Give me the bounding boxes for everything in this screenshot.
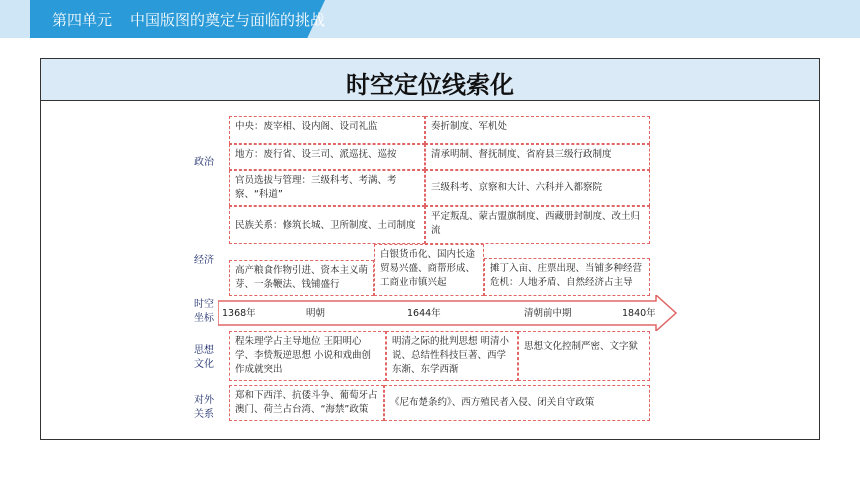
header-title bbox=[52, 9, 325, 30]
timeline-arrow bbox=[218, 295, 678, 331]
unit-label: 第四单元 bbox=[52, 11, 113, 29]
thought-qing: 思想文化控制严密、文字狱 bbox=[518, 331, 650, 381]
timeline-qing: 清朝前中期 bbox=[524, 308, 572, 319]
economy-transition: 白银货币化、国内长途贸易兴盛、商帮形成、工商业市镇兴起 bbox=[374, 244, 484, 296]
title-band bbox=[41, 59, 819, 101]
foreign-qing: 《尼布楚条约》、西方殖民者入侵、闭关自守政策 bbox=[384, 385, 650, 421]
thought-transition: 明清之际的批判思想 明清小说、总结性科技巨著、西学东渐、东学西渐 bbox=[386, 331, 518, 381]
politics-ming-local: 地方：废行省、设三司、派巡抚、巡按 bbox=[229, 144, 425, 170]
politics-qing-officials: 三级科考、京察和大计、六科并入都察院 bbox=[425, 170, 650, 206]
politics-ming-officials: 官员选拔与管理：三级科考、考满、考察、“科道” bbox=[229, 170, 425, 206]
page-title: 时空定位线索化 bbox=[346, 71, 514, 99]
timeline-1368: 1368年 bbox=[222, 308, 256, 319]
header-bar bbox=[0, 0, 860, 38]
thought-ming: 程朱理学占主导地位 王阳明心学、李贽叛逆思想 小说和戏曲创作成就突出 bbox=[229, 331, 386, 381]
economy-ming: 高产粮食作物引进、资本主义萌芽、一条鞭法、钱铺盛行 bbox=[229, 260, 374, 296]
subject-label: 中国版图的奠定与面临的挑战 bbox=[130, 11, 326, 29]
category-economy: 经济 bbox=[194, 255, 214, 266]
category-thought: 思想文化 bbox=[194, 345, 214, 370]
politics-qing-central: 奏折制度、军机处 bbox=[425, 116, 650, 144]
economy-qing: 摊丁入亩、庄票出现、当铺多种经营危机：人地矛盾、自然经济占主导 bbox=[484, 258, 650, 296]
politics-qing-ethnic: 平定叛乱、蒙古盟旗制度、西藏册封制度、改土归流 bbox=[425, 206, 650, 244]
politics-ming-ethnic: 民族关系：修筑长城、卫所制度、土司制度 bbox=[229, 206, 425, 244]
timeline-1840: 1840年 bbox=[622, 308, 656, 319]
category-politics: 政治 bbox=[194, 157, 214, 168]
timeline-ming: 明朝 bbox=[306, 308, 326, 319]
timeline-1644: 1644年 bbox=[407, 308, 441, 319]
category-foreign: 对外关系 bbox=[194, 395, 214, 420]
foreign-ming: 郑和下西洋、抗倭斗争、葡萄牙占澳门、荷兰占台湾、“海禁”政策 bbox=[229, 385, 384, 421]
politics-ming-central: 中央：废宰相、设内阁、设司礼监 bbox=[229, 116, 425, 144]
category-timeline: 时空坐标 bbox=[194, 299, 214, 324]
politics-qing-local: 清承明制、督抚制度、省府县三级行政制度 bbox=[425, 144, 650, 170]
